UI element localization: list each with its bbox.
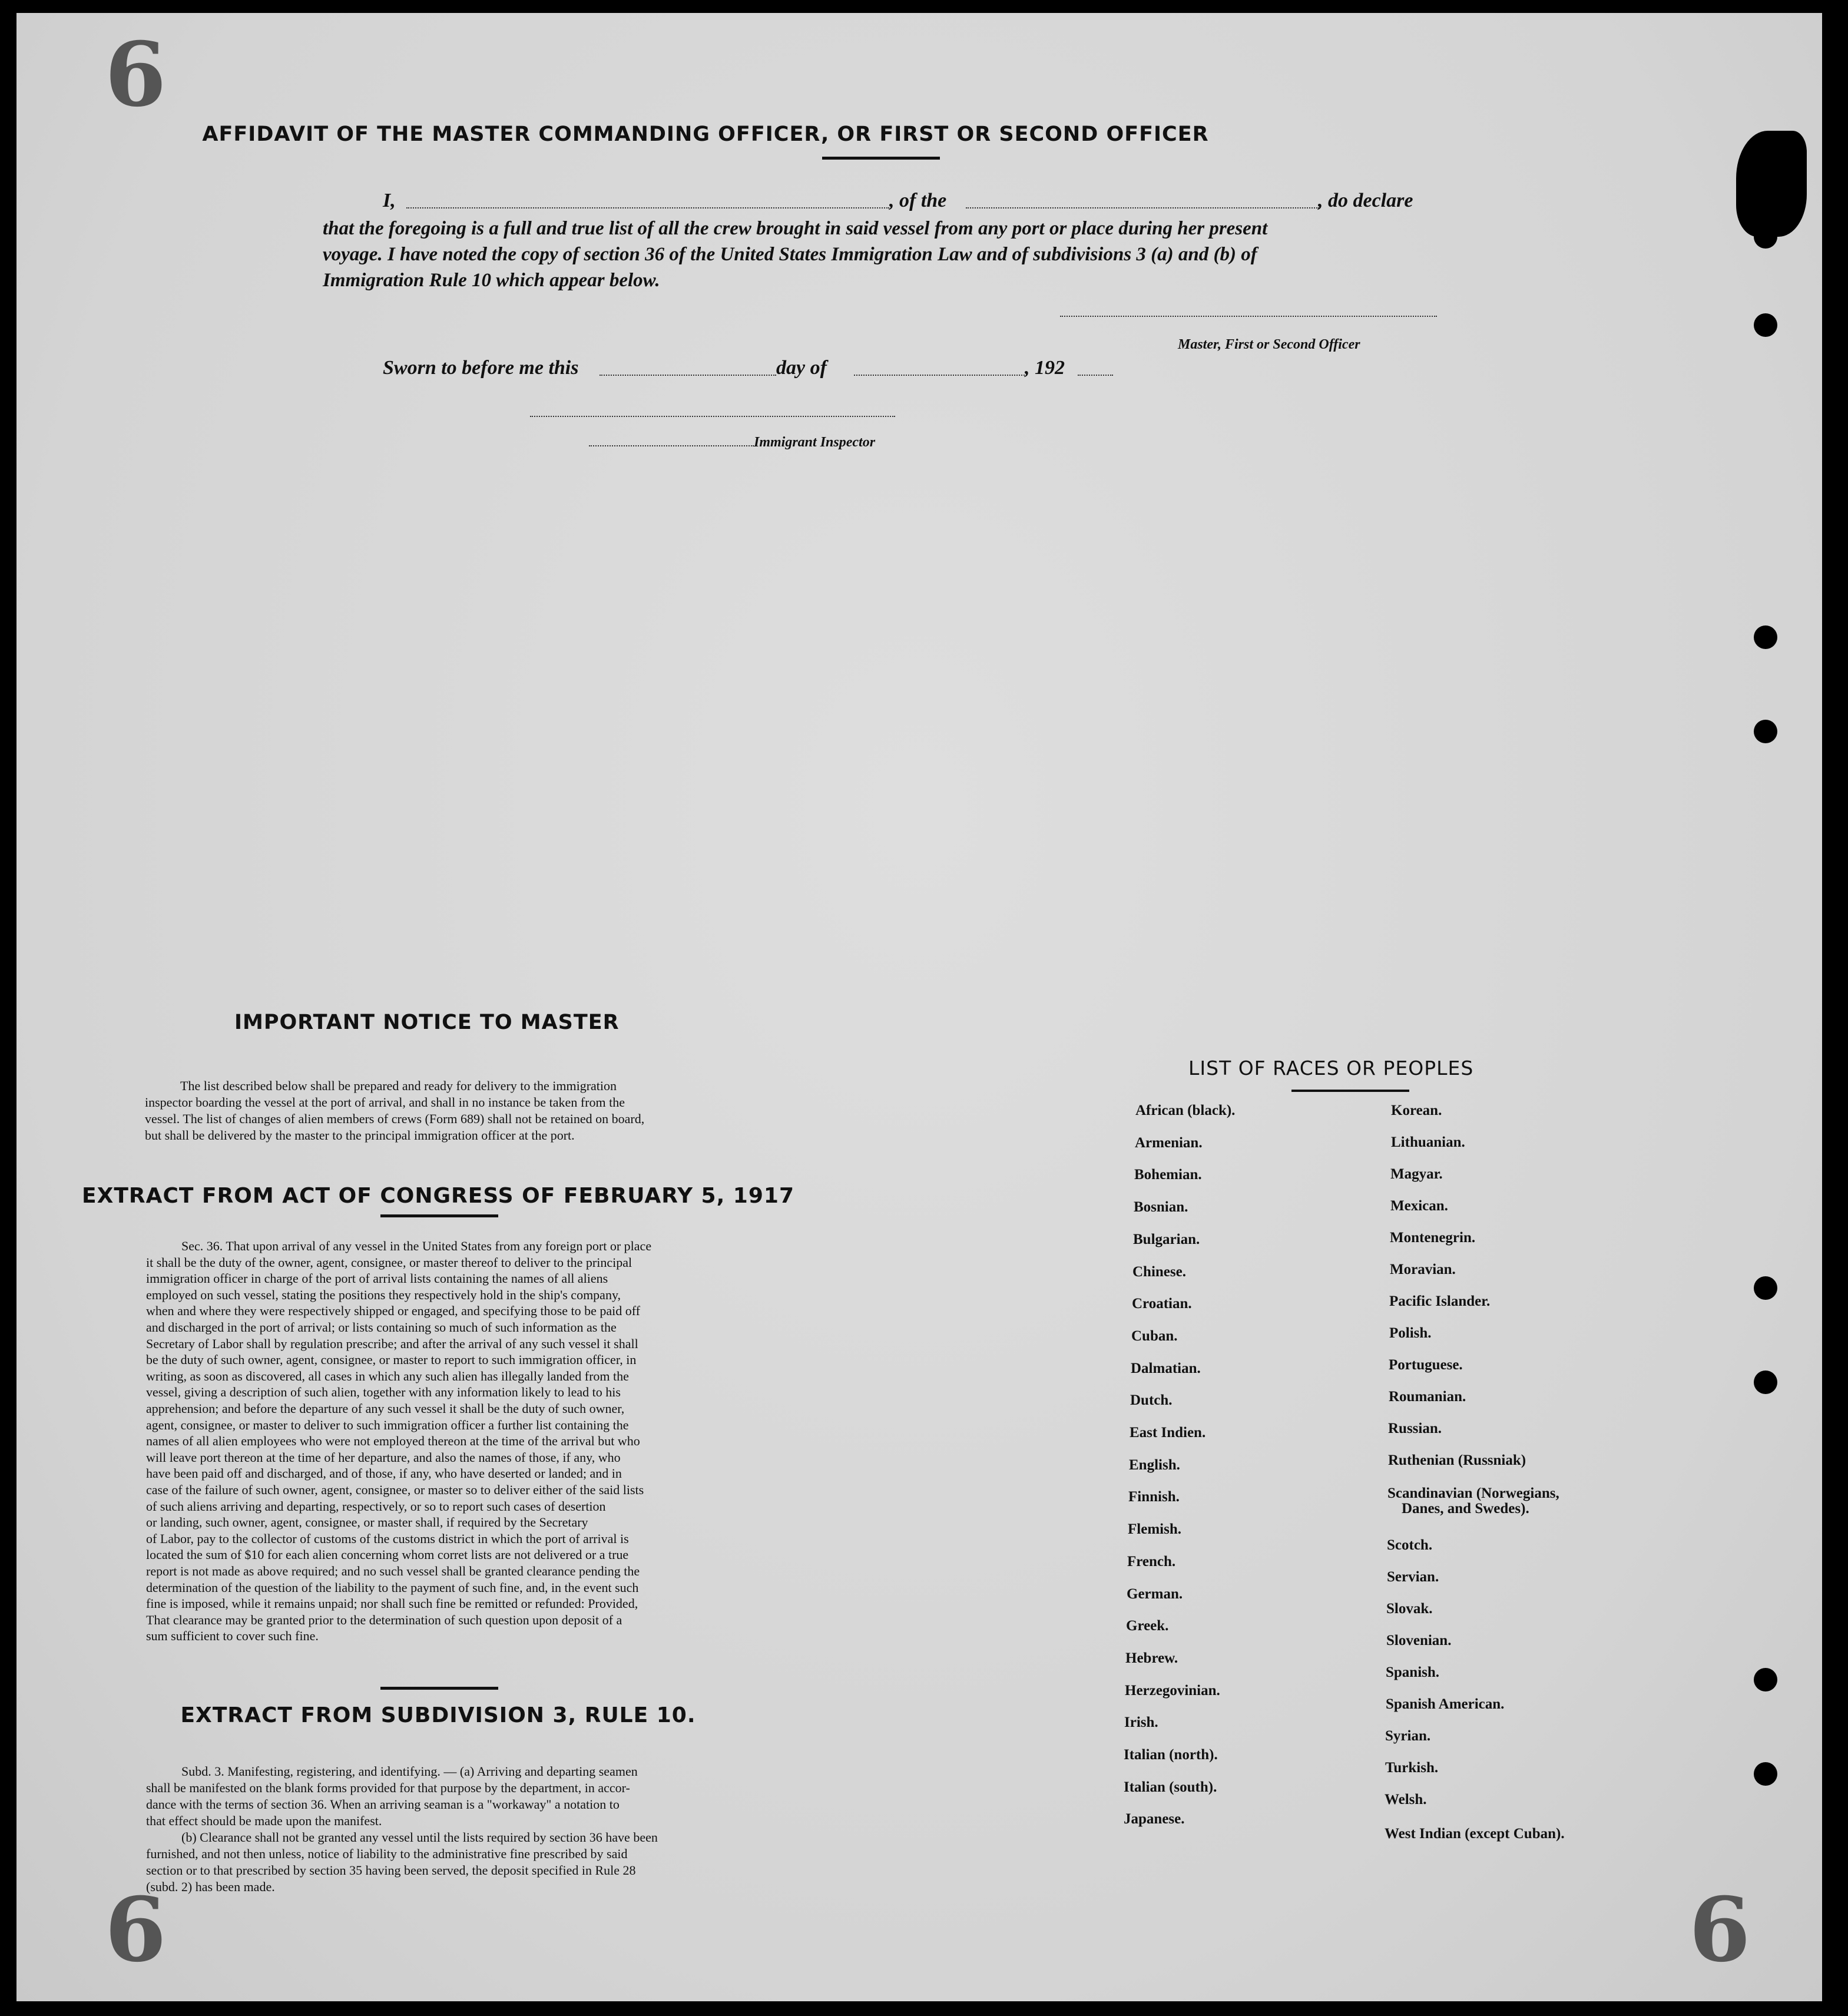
race-item: Herzegovinian. (1125, 1682, 1220, 1699)
race-item: Magyar. (1390, 1166, 1443, 1182)
extract-act-line: determination of the question of the liability to the payment of such fine, and, in the event such (146, 1580, 639, 1595)
race-item: Greek. (1126, 1618, 1169, 1634)
extract-act-line: employed on such vessel, stating the positions they respectively hold in the ship's company, (146, 1287, 621, 1302)
year-blank (1078, 375, 1113, 376)
affidavit-i-label: I, (383, 190, 396, 211)
race-item: Danes, and Swedes). (1402, 1501, 1529, 1517)
extract-rule-line: section or to that prescribed by section 35 having been served, the deposit specified in Rule 28 (146, 1863, 636, 1878)
race-item: Scotch. (1387, 1537, 1433, 1553)
race-item: Italian (south). (1124, 1779, 1217, 1795)
inspector-label: Immigrant Inspector (754, 435, 876, 450)
extract-rule-title: EXTRACT FROM SUBDIVISION 3, RULE 10. (180, 1703, 696, 1727)
extract-act-line: That clearance may be granted prior to the determination of such question upon deposit of a (146, 1612, 622, 1627)
document-page (16, 13, 1822, 2001)
race-item: Russian. (1388, 1421, 1442, 1436)
race-item: Flemish. (1128, 1521, 1181, 1538)
extract-rule-line: dance with the terms of section 36. When an arriving seaman is a "workaway" a notation to (146, 1797, 620, 1812)
race-item: Spanish. (1386, 1664, 1440, 1680)
race-item: Ruthenian (Russniak) (1388, 1452, 1526, 1468)
race-item: Korean. (1391, 1103, 1442, 1118)
race-item: Slovenian. (1386, 1633, 1452, 1648)
extract-act-line: be the duty of such owner, agent, consignee, or master to report to such immigration officer, in (146, 1352, 637, 1368)
ink-blot (1736, 131, 1807, 237)
punch-hole (1754, 1668, 1777, 1691)
corner-mark-top-left: 6 (105, 23, 167, 127)
extract-rule-body (146, 1763, 835, 1905)
affidavit-title-rule (822, 157, 940, 160)
extract-act-line: vessel, giving a description of such alien, together with any information likely to lead to his (146, 1385, 621, 1400)
extract-act-line: writing, as soon as discovered, all cases in which any such alien has illegally landed from the (146, 1368, 629, 1383)
race-item: Finnish. (1128, 1489, 1180, 1505)
race-item: Welsh. (1385, 1792, 1427, 1808)
extract-act-line: report is not made as above required; and no such vessel shall be granted clearance pending the (146, 1564, 640, 1578)
extract-act-line: apprehension; and before the departure of any such vessel it shall be the duty of such owner, (146, 1401, 625, 1416)
day-of-label: day of (776, 357, 827, 379)
signature-label: Master, First or Second Officer (1178, 337, 1360, 352)
notice-title: IMPORTANT NOTICE TO MASTER (234, 1011, 620, 1034)
year-label: , 192 (1025, 357, 1065, 379)
affidavit-do-declare-label: , do declare (1318, 190, 1413, 211)
name-blank (406, 207, 889, 208)
notice-line: vessel. The list of changes of alien members of crews (Form 689) shall not be retained on board, (145, 1111, 645, 1126)
extract-act-line: will leave port thereon at the time of her departure, and also the names of those, if any, who (146, 1449, 621, 1465)
extract-act-line: of such aliens arriving and departing, respectively, or so to report such cases of desertion (146, 1498, 606, 1514)
race-item: Portuguese. (1389, 1357, 1463, 1373)
extract-act-line: or landing, such owner, agent, consignee, or master shall, if required by the Secretary (146, 1515, 588, 1530)
race-item: Mexican. (1390, 1198, 1448, 1214)
race-item: Japanese. (1124, 1811, 1185, 1828)
extract-act-title: EXTRACT FROM ACT OF CONGRESS OF FEBRUARY 5, 1917 (81, 1184, 795, 1208)
race-item: Scandinavian (Norwegians, (1387, 1485, 1559, 1501)
extract-act-line: when and where they were respectively shipped or engaged, and specifying those to be paid off (146, 1303, 640, 1319)
race-item: Moravian. (1390, 1262, 1456, 1277)
race-item: Bohemian. (1134, 1167, 1202, 1183)
extract-rule-line: that effect should be made upon the manifest. (146, 1813, 382, 1828)
race-item: Croatian. (1132, 1296, 1192, 1312)
extract-act-body (146, 1238, 835, 1662)
race-item: German. (1127, 1585, 1183, 1602)
extract-act-line: and discharged in the port of arrival; or lists containing so much of such information as the (146, 1320, 617, 1335)
affidavit-body-line-1: that the foregoing is a full and true list of all the crew brought in said vessel from any port or place during her present (323, 218, 1268, 239)
punch-hole (1754, 313, 1777, 337)
race-item: Chinese. (1132, 1263, 1186, 1280)
extract-act-line: case of the failure of such owner, agent, consignee, or master so to deliver either of the said lists (146, 1482, 644, 1497)
race-item: Syrian. (1385, 1728, 1431, 1744)
race-item: Roumanian. (1389, 1389, 1466, 1405)
notice-line: but shall be delivered by the master to the principal immigration officer at the port. (145, 1128, 575, 1143)
corner-mark-bottom-left: 6 (105, 1878, 167, 1982)
extract-rule-line: (b) Clearance shall not be granted any vessel until the lists required by section 36 have been (181, 1830, 658, 1845)
sworn-month-blank (854, 375, 1025, 376)
race-item: Bosnian. (1134, 1199, 1188, 1216)
affidavit-body-line-3: Immigration Rule 10 which appear below. (323, 270, 660, 291)
races-left-column (1124, 1103, 1359, 1868)
extract-rule-line: (subd. 2) has been made. (146, 1879, 275, 1894)
punch-hole (1754, 1276, 1777, 1300)
vessel-blank (966, 207, 1319, 208)
race-item: Polish. (1389, 1325, 1432, 1341)
race-item: African (black). (1135, 1103, 1236, 1118)
inspector-signature-blank (530, 416, 895, 417)
races-title: LIST OF RACES OR PEOPLES (1188, 1057, 1474, 1080)
race-item: French. (1127, 1553, 1176, 1570)
extract-rule-line: furnished, and not then unless, notice of liability to the administrative fine prescribed by said (146, 1846, 628, 1861)
extract-act-line: agent, consignee, or master to deliver to such immigration officer a further list containing the (146, 1417, 629, 1432)
race-item: Dutch. (1130, 1392, 1173, 1409)
extract-act-line: Sec. 36. That upon arrival of any vessel in the United States from any foreign port or place (181, 1239, 652, 1253)
punch-hole (1754, 625, 1777, 649)
extract-act-line: have been paid off and discharged, and of those, if any, who have deserted or landed; and in (146, 1466, 622, 1481)
extract-act-line: names of all alien employees who were not employed thereon at the time of the arrival but who (146, 1434, 640, 1449)
extract-act-line: of Labor, pay to the collector of customs of the customs district in which the port of arrival is (146, 1531, 629, 1546)
race-item: East Indien. (1130, 1425, 1206, 1441)
race-item: Pacific Islander. (1389, 1293, 1491, 1309)
race-item: Dalmatian. (1131, 1360, 1201, 1376)
race-item: West Indian (except Cuban). (1385, 1826, 1565, 1842)
race-item: English. (1129, 1456, 1180, 1473)
race-item: Irish. (1124, 1714, 1158, 1731)
race-item: Armenian. (1135, 1134, 1203, 1151)
extract-act-line: fine is imposed, while it remains unpaid; nor shall such fine be remitted or refunded: Provided, (146, 1596, 638, 1611)
extract-rule-line: shall be manifested on the blank forms provided for that purpose by the department, in accor- (146, 1780, 630, 1795)
races-right-column (1384, 1103, 1714, 1868)
signature-blank (1060, 316, 1437, 317)
races-title-rule (1291, 1090, 1409, 1092)
race-item: Bulgarian. (1133, 1231, 1200, 1247)
punch-hole (1754, 720, 1777, 743)
extract-act-line: sum sufficient to cover such fine. (146, 1628, 319, 1644)
race-item: Cuban. (1131, 1328, 1178, 1344)
race-item: Slovak. (1386, 1601, 1433, 1617)
race-item: Turkish. (1385, 1760, 1439, 1776)
race-item: Hebrew. (1125, 1650, 1178, 1666)
punch-hole (1754, 1371, 1777, 1394)
extract-rule-top-rule (380, 1687, 498, 1690)
race-item: Servian. (1387, 1569, 1439, 1585)
inspector-dotted-blank (589, 445, 754, 446)
affidavit-of-the-label: , of the (889, 190, 947, 211)
affidavit-title: AFFIDAVIT OF THE MASTER COMMANDING OFFICER, OR FIRST OR SECOND OFFICER (202, 123, 1209, 146)
notice-line: The list described below shall be prepared and ready for delivery to the immigration (180, 1078, 617, 1093)
race-item: Lithuanian. (1391, 1134, 1465, 1150)
punch-hole (1754, 1762, 1777, 1786)
extract-act-line: it shall be the duty of the owner, agent, consignee, or master thereof to deliver to the principal (146, 1254, 632, 1270)
corner-mark-bottom-right: 6 (1689, 1878, 1751, 1982)
race-item: Italian (north). (1124, 1747, 1218, 1763)
sworn-day-blank (600, 375, 776, 376)
extract-rule-line: Subd. 3. Manifesting, registering, and identifying. — (a) Arriving and departing seamen (181, 1764, 638, 1779)
extract-act-rule (380, 1214, 498, 1217)
extract-act-line: located the sum of $10 for each alien concerning whom corret lists are not delivered or a true (146, 1547, 629, 1563)
sworn-label: Sworn to before me this (383, 357, 579, 379)
affidavit-body-line-2: voyage. I have noted the copy of section 36 of the United States Immigration Law and of subdivisions 3 (a) and (b) of (323, 244, 1257, 265)
notice-line: inspector boarding the vessel at the port of arrival, and shall in no instance be taken from the (145, 1095, 625, 1110)
extract-act-line: Secretary of Labor shall by regulation prescribe; and after the arrival of any such vessel it shall (146, 1336, 638, 1351)
race-item: Spanish American. (1386, 1696, 1505, 1712)
race-item: Montenegrin. (1390, 1230, 1476, 1246)
extract-act-line: immigration officer in charge of the port of arrival lists containing the names of all aliens (146, 1271, 608, 1286)
